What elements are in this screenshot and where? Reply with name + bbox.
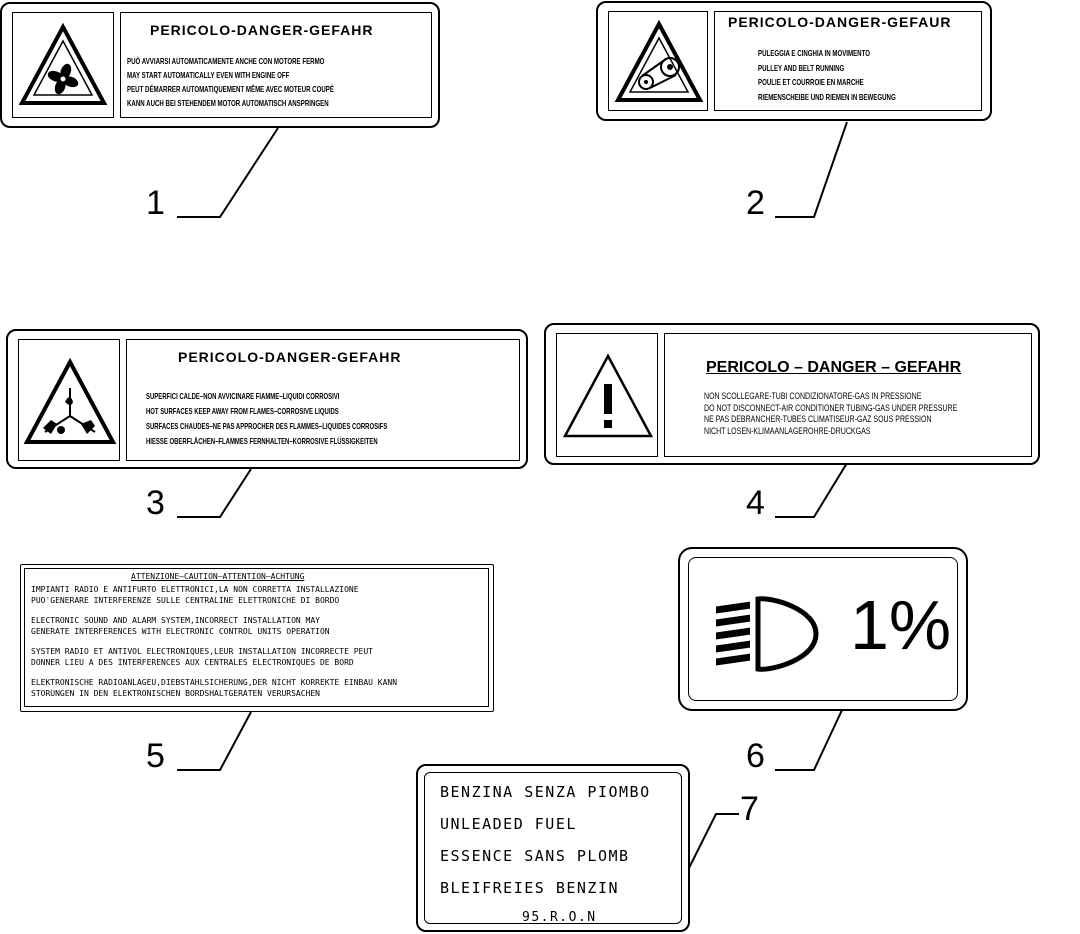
label-3-icon-box — [18, 339, 120, 461]
label-5-line: PUO'GENERARE INTERFERENZE SULLE CENTRALINE ELETTRONICHE DI BORDO — [31, 595, 340, 605]
leader-line-4 — [775, 463, 847, 517]
label-4-line: NE PAS DEBRANCHER-TUBES CLIMATISEUR-GAZ SOUS PRESSION — [704, 414, 932, 424]
label-2 — [596, 1, 992, 121]
label-7-line: BENZINA SENZA PIOMBO — [440, 783, 651, 801]
label-6-text: 1% — [850, 586, 952, 664]
label-7-line: UNLEADED FUEL — [440, 815, 577, 833]
label-7-line: ESSENCE SANS PLOMB — [440, 847, 630, 865]
leader-line-7 — [688, 814, 739, 870]
leader-line-2 — [775, 122, 847, 217]
label-3-title: PERICOLO-DANGER-GEFAHR — [178, 349, 402, 365]
label-7 — [416, 764, 690, 932]
label-3-line: HIESSE OBERFLÄCHEN–FLAMMES FERNHALTEN–KORROSIVE FLÜSSIGKEITEN — [146, 436, 378, 446]
label-6-number: 6 — [746, 737, 765, 775]
label-4 — [544, 323, 1040, 465]
label-2-line: POULIE ET COURROIE EN MARCHE — [758, 77, 864, 87]
label-1-line: KANN AUCH BEI STEHENDEM MOTOR AUTOMATISCH ANSPRINGEN — [127, 98, 329, 108]
label-4-number: 4 — [746, 484, 765, 522]
label-1-line: PEUT DÉMARRER AUTOMATIQUEMENT MÊME AVEC MOTEUR COUPÉ — [127, 84, 334, 94]
label-4-line: DO NOT DISCONNECT-AIR CONDITIONER TUBING-GAS UNDER PRESSURE — [704, 402, 958, 413]
label-3-text — [146, 389, 387, 449]
label-3-line: SUPERFICI CALDE–NON AVVICINARE FIAMME–LIQUIDI CORROSIVI — [146, 391, 340, 401]
label-5-line: IMPIANTI RADIO E ANTIFURTO ELETTRONICI,LA NON CORRETTA INSTALLAZIONE — [31, 585, 359, 594]
label-5-line: ELECTRONIC SOUND AND ALARM SYSTEM,INCORRECT INSTALLATION MAY — [31, 616, 320, 625]
hot-surface-warning-icon — [23, 358, 117, 446]
label-2-line: RIEMENSCHEIBE UND RIEMEN IN BEWEGUNG — [758, 91, 896, 102]
label-5-line: GENERATE INTERFERENCES WITH ELECTRONIC CONTROL UNITS OPERATION — [31, 626, 330, 636]
leader-line-5 — [177, 712, 251, 770]
leader-line-1 — [177, 128, 278, 217]
label-2-icon-box — [608, 11, 708, 111]
exclamation-warning-icon — [561, 352, 655, 440]
label-6 — [678, 547, 968, 711]
label-1-icon-box — [12, 12, 114, 118]
label-3-line: SURFACES CHAUDES–NE PAS APPROCHER DES FLAMMES–LIQUIDES CORROSIFS — [146, 421, 388, 431]
label-1-line: PUÒ AVVIARSI AUTOMATICAMENTE ANCHE CON MOTORE FERMO — [127, 56, 325, 66]
label-4-icon-box — [556, 333, 658, 457]
label-2-number: 2 — [746, 184, 765, 222]
label-5-text — [31, 585, 397, 699]
label-7-number: 7 — [740, 790, 759, 828]
label-1-text — [127, 54, 334, 110]
fan-warning-icon — [18, 23, 108, 107]
label-5-number: 5 — [146, 737, 165, 775]
label-4-title: PERICOLO – DANGER – GEFAHR — [706, 359, 962, 376]
belt-pulley-warning-icon — [614, 20, 704, 104]
label-1-number: 1 — [146, 184, 165, 222]
label-7-line: BLEIFREIES BENZIN — [440, 879, 620, 897]
headlight-beam-icon — [712, 593, 824, 675]
label-1 — [0, 2, 440, 128]
label-3-line: HOT SURFACES KEEP AWAY FROM FLAMES–CORROSIVE LIQUIDS — [146, 406, 339, 416]
label-4-line: NICHT LOSEN-KLIMAANLAGEROHRE-DRUCKGAS — [704, 425, 871, 436]
label-4-line: NON SCOLLEGARE-TUBI CONDIZIONATORE-GAS IN PRESSIONE — [704, 391, 922, 401]
label-2-line: PULLEY AND BELT RUNNING — [758, 62, 845, 73]
label-7-octane: 95.R.O.N — [522, 910, 597, 925]
label-5-line: SYSTEM RADIO ET ANTIVOL ELECTRONIQUES,LEUR INSTALLATION INCORRECTE PEUT — [31, 647, 373, 656]
leader-line-3 — [177, 469, 251, 517]
label-3 — [6, 329, 528, 469]
label-5-line: ELEKTRONISCHE RADIOANLAGEU,DIEBSTAHLSICHERUNG,DER NICHT KORREKTE EINBAU KANN — [31, 678, 398, 687]
label-3-number: 3 — [146, 484, 165, 522]
label-5-title: ATTENZIONE–CAUTION–ATTENTION–ACHTUNG — [131, 572, 305, 581]
label-5 — [20, 564, 494, 712]
label-2-line: PULEGGIA E CINGHIA IN MOVIMENTO — [758, 48, 870, 58]
label-5-line: STORUNGEN IN DEN ELEKTRONISCHEN BORDSHALTGERATEN VERURSACHEN — [31, 688, 320, 698]
label-4-text — [704, 391, 957, 437]
label-2-title: PERICOLO-DANGER-GEFAUR — [728, 14, 952, 30]
label-2-text — [758, 46, 896, 104]
label-5-line: DONNER LIEU A DES INTERFERENCES AUX CENTRALES ELECTRONIQUES DE BORD — [31, 657, 354, 667]
leader-line-6 — [775, 710, 842, 770]
label-1-line: MAY START AUTOMATICALLY EVEN WITH ENGINE OFF — [127, 70, 290, 80]
label-1-title: PERICOLO-DANGER-GEFAHR — [150, 22, 374, 38]
